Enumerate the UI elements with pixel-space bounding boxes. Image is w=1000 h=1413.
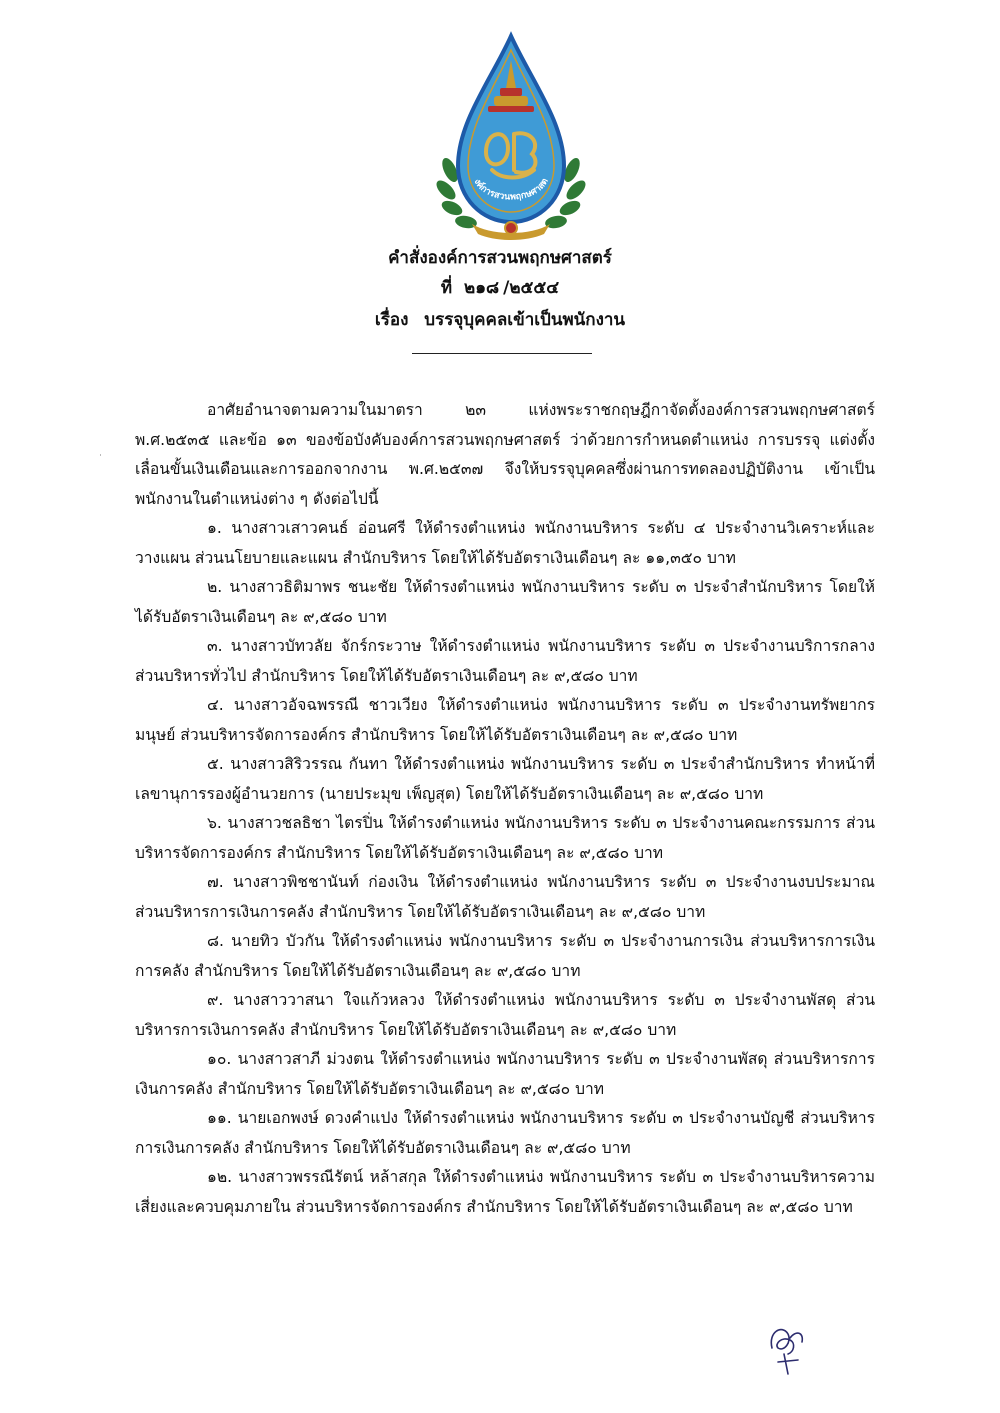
subject-line (0, 306, 1000, 333)
list-item: ๖. นางสาวชลธิชา ไตรปิ่น ให้ดำรงตำแหน่ง พนักงานบริหาร ระดับ ๓ ประจำงานคณะกรรมการ ส่วนบริหารจัดการองค์กร สำนักบริหาร โดยให้ได้รับอัตราเงินเดือนๆ ละ ๙,๕๘๐ บาท (135, 814, 875, 862)
organization-emblem (436, 30, 586, 242)
list-item: ๑๐. นางสาวสาภี ม่วงตน ให้ดำรงตำแหน่ง พนักงานบริหาร ระดับ ๓ ประจำงานพัสดุ ส่วนบริหารการเงินการคลัง สำนักบริหาร โดยให้ได้รับอัตราเงินเดือนๆ ละ ๙,๕๘๐ บาท (135, 1050, 875, 1098)
order-number-year: /๒๕๕๔ (503, 278, 560, 298)
subject-label: เรื่อง (374, 310, 409, 330)
list-item: ๒. นางสาวธิติมาพร ชนะชัย ให้ดำรงตำแหน่ง พนักงานบริหาร ระดับ ๓ ประจำสำนักบริหาร โดยให้ได้รับอัตราเงินเดือนๆ ละ ๙,๕๘๐ บาท (135, 578, 875, 626)
header-divider (412, 353, 592, 354)
order-number-prefix: ที่ (440, 278, 453, 298)
list-item: ๗. นางสาวพิชชานันท์ ก่องเงิน ให้ดำรงตำแหน่ง พนักงานบริหาร ระดับ ๓ ประจำงานงบประมาณ ส่วนบริหารการเงินการคลัง สำนักบริหาร โดยให้ได้รับอัตราเงินเดือนๆ ละ ๙,๕๘๐ บาท (135, 873, 875, 921)
list-item: ๑. นางสาวเสาวคนธ์ อ่อนศรี ให้ดำรงตำแหน่ง พนักงานบริหาร ระดับ ๔ ประจำงานวิเคราะห์และวางแผน ส่วนนโยบายและแผน สำนักบริหาร โดยให้ได้รับอัตราเงินเดือนๆ ละ ๑๑,๓๕๐ บาท (135, 519, 875, 567)
list-item: ๓. นางสาวบัทวลัย จักร์กระวาษ ให้ดำรงตำแหน่ง พนักงานบริหาร ระดับ ๓ ประจำงานบริการกลาง ส่วนบริหารทั่วไป สำนักบริหาร โดยให้ได้รับอัตราเงินเดือนๆ ละ ๙,๕๘๐ บาท (135, 637, 875, 685)
emblem-arc-text: งค์การสวนพฤกษศาสต (471, 176, 551, 203)
initials-signature-icon (764, 1318, 810, 1376)
scan-speck (100, 454, 101, 456)
list-item: ๑๒. นางสาวพรรณีรัตน์ หล้าสกุล ให้ดำรงตำแหน่ง พนักงานบริหาร ระดับ ๓ ประจำงานบริหารความเสี่ยงและควบคุมภายใน ส่วนบริหารจัดการองค์กร สำนักบริหาร โดยให้ได้รับอัตราเงินเดือนๆ ละ ๙,๕๘๐ บาท (135, 1168, 875, 1216)
order-number: ๒๑๘ (464, 278, 500, 298)
list-item: ๑๑. นายเอกพงษ์ ดวงคำแปง ให้ดำรงตำแหน่ง พนักงานบริหาร ระดับ ๓ ประจำงานบัญชี ส่วนบริหารการเงินการคลัง สำนักบริหาร โดยให้ได้รับอัตราเงินเดือนๆ ละ ๙,๕๘๐ บาท (135, 1109, 875, 1157)
list-item: ๔. นางสาวอัจฉพรรณี ชาวเวียง ให้ดำรงตำแหน่ง พนักงานบริหาร ระดับ ๓ ประจำงานทรัพยากรมนุษย์ ส่วนบริหารจัดการองค์กร สำนักบริหาร โดยให้ได้รับอัตราเงินเดือนๆ ละ ๙,๕๘๐ บาท (135, 696, 875, 744)
organization-emblem-icon (436, 30, 586, 242)
document-body (135, 396, 875, 1222)
list-item: ๘. นายทิว บัวกัน ให้ดำรงตำแหน่ง พนักงานบริหาร ระดับ ๓ ประจำงานการเงิน ส่วนบริหารการเงินการคลัง สำนักบริหาร โดยให้ได้รับอัตราเงินเดือนๆ ละ ๙,๕๘๐ บาท (135, 932, 875, 980)
subject-text: บรรจุบุคคลเข้าเป็นพนักงาน (424, 310, 626, 330)
list-item: ๕. นางสาวสิริวรรณ กันทา ให้ดำรงตำแหน่ง พนักงานบริหาร ระดับ ๓ ประจำสำนักบริหาร ทำหน้าที่เลขานุการรองผู้อำนวยการ (นายประมุข เพ็ญสุต) โดยให้ได้รับอัตราเงินเดือนๆ ละ ๙,๕๘๐ บาท (135, 755, 875, 803)
order-number-line (0, 274, 1000, 301)
intro-paragraph: อาศัยอำนาจตามความในมาตรา ๒๓ แห่งพระราชกฤษฎีกาจัดตั้งองค์การสวนพฤกษศาสตร์ พ.ศ.๒๕๓๕ และข้อ ๑๓ ของข้อบังคับองค์การสวนพฤกษศาสตร์ ว่าด้วยการกำหนดตำแหน่ง การบรรจุ แต่งตั้ง เลื่อนขั้นเงินเดือนและการออกจากงาน พ.ศ.๒๕๓๗ จึงให้บรรจุบุคคลซึ่งผ่านการทดลองปฏิบัติงาน เข้าเป็นพนักงานในตำแหน่งต่าง ๆ ดังต่อไปนี้ (135, 401, 875, 508)
list-item: ๙. นางสาววาสนา ใจแก้วหลวง ให้ดำรงตำแหน่ง พนักงานบริหาร ระดับ ๓ ประจำงานพัสดุ ส่วนบริหารการเงินการคลัง สำนักบริหาร โดยให้ได้รับอัตราเงินเดือนๆ ละ ๙,๕๘๐ บาท (135, 991, 875, 1039)
document-title: คำสั่งองค์การสวนพฤกษศาสตร์ (388, 248, 612, 268)
